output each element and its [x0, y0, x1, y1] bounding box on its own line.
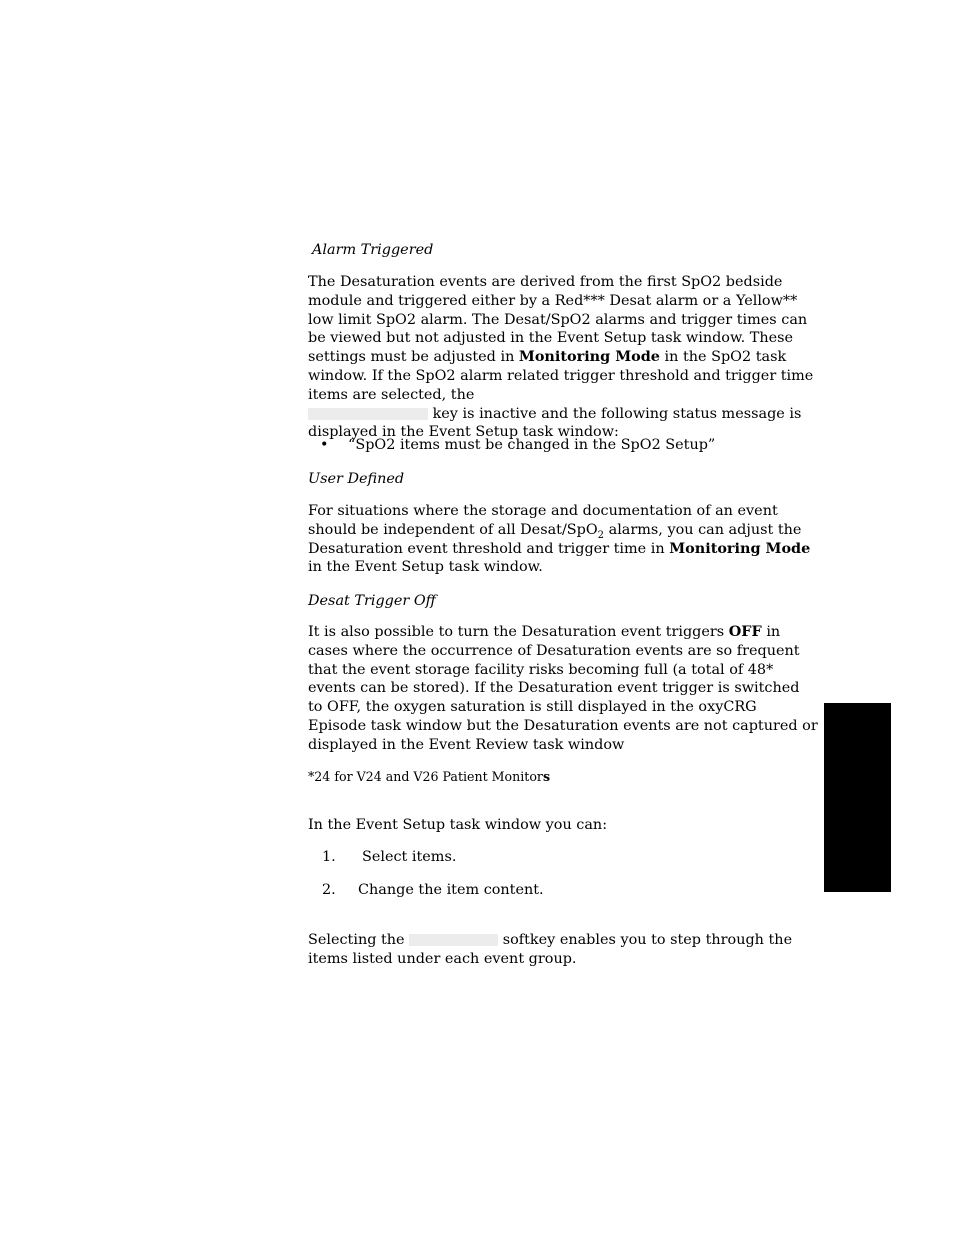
bullet-marker: • [320, 437, 329, 453]
footnote-text: *24 for V24 and V26 Patient Monitor [308, 769, 543, 784]
paragraph-text: The Desaturation events are derived from the first SpO2 bedside module and triggered either by a Red*** Desat alarm or a Yellow** low limit SpO2 alarm. The Desat/SpO2 alarms and trigger times can be viewed but not adjusted in the Event Setup task window. These settings must be adjusted in [308, 274, 808, 366]
paragraph-text: softkey enables you to step through the items listed under each event group. [308, 932, 793, 967]
list-item [308, 436, 818, 455]
footnote [308, 769, 818, 785]
paragraph-text: alarms, you can adjust the Desaturation event threshold and trigger time in [308, 521, 802, 557]
bold-off: OFF [728, 623, 762, 640]
list-number: 2. [322, 882, 336, 898]
bold-monitoring-mode: Monitoring Mode [669, 539, 811, 557]
paragraph-text: in the SpO2 task window. If the SpO2 alarm related trigger threshold and trigger time items are selected, the [308, 349, 814, 403]
list-text: Select items. [362, 849, 457, 865]
heading-alarm-triggered: Alarm Triggered [312, 242, 434, 258]
softkey-placeholder [308, 408, 428, 420]
paragraph-text: in the Event Setup task window. [308, 559, 543, 576]
paragraph-user-defined [308, 502, 818, 577]
list-number: 1. [322, 849, 336, 865]
paragraph-alarm-triggered [308, 273, 818, 442]
subscript: 2 [597, 529, 605, 541]
bold-monitoring-mode: Monitoring Mode [518, 348, 660, 366]
paragraph-selecting-softkey [308, 931, 818, 969]
paragraph-text: It is also possible to turn the Desaturation event triggers [308, 624, 729, 640]
paragraph-event-setup-intro: In the Event Setup task window you can: [308, 817, 608, 833]
paragraph-text: For situations where the storage and documentation of an event should be independent of all Desat/SpO [308, 503, 778, 538]
list-item [308, 881, 818, 900]
heading-user-defined: User Defined [308, 471, 405, 487]
paragraph-text: in cases where the occurrence of Desaturation events are so frequent that the event storage facility risks becoming full (a total of 48* events can be stored). If the Desaturation event trigger is switched to OFF, the oxygen saturation is still displayed in the oxyCRG Episode task window but the Desaturation events are not captured or displayed in the Event Review task window [308, 624, 818, 753]
softkey-placeholder [409, 934, 498, 946]
heading-desat-trigger-off: Desat Trigger Off [308, 593, 436, 609]
footnote-bold: s [542, 769, 551, 784]
paragraph-text: Selecting the [308, 932, 410, 948]
paragraph-desat-trigger-off [308, 623, 818, 755]
list-text: Change the item content. [358, 882, 544, 898]
paragraph-text: key is inactive and the following status message is displayed in the Event Setup task window: [308, 405, 802, 441]
bullet-text: “SpO2 items must be changed in the SpO2 Setup” [348, 437, 716, 453]
list-item [308, 848, 818, 867]
chapter-thumb-tab [824, 703, 891, 892]
